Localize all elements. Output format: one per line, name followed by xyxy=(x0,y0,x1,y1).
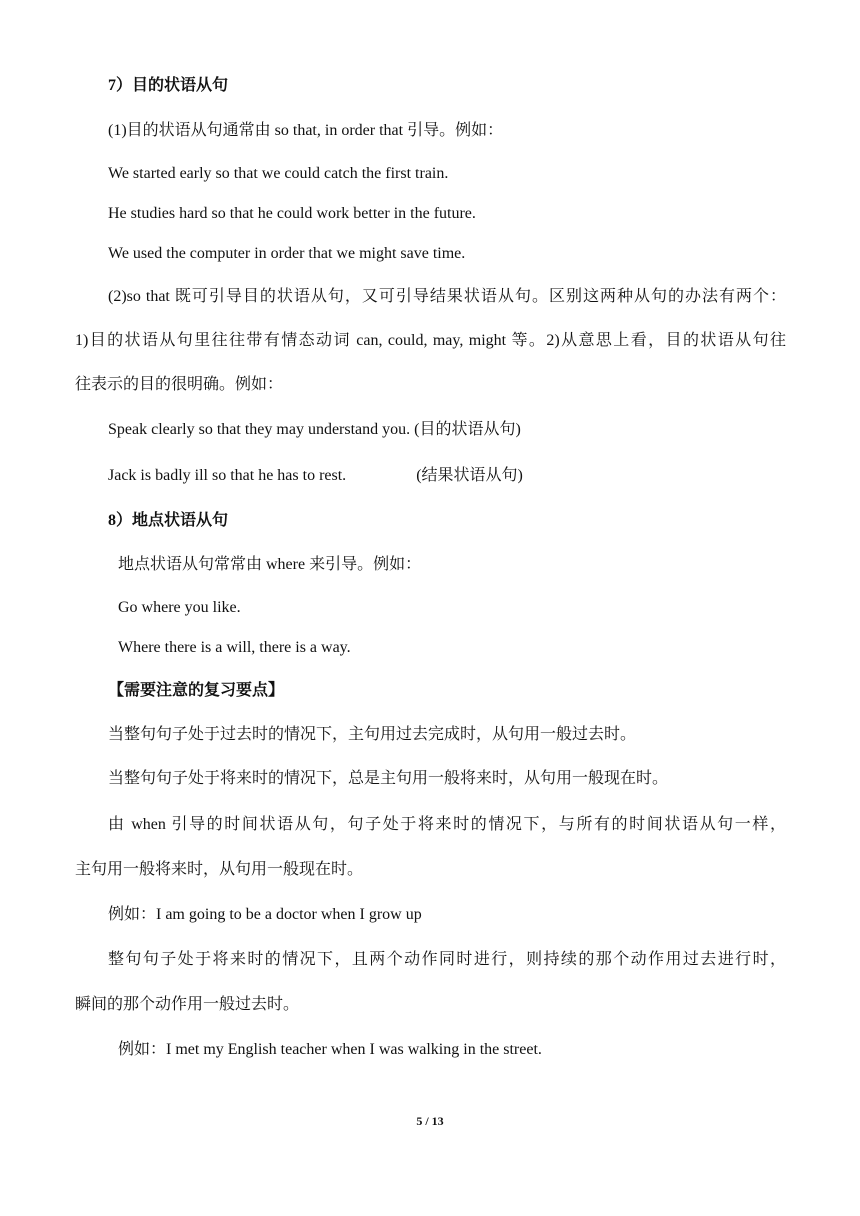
section-8-paragraph: 地点状语从句常常由 where 来引导。例如： xyxy=(118,556,422,573)
example-sentence: We used the computer in order that we might save time. xyxy=(108,245,466,262)
review-point-4-line-1: 整句句子处于将来时的情况下，且两个动作同时进行，则持续的那个动作用过去进行时， xyxy=(108,951,786,968)
example-sentence: Where there is a will, there is a way. xyxy=(118,639,351,656)
review-example: 例如：I am going to be a doctor when I grow up xyxy=(108,906,422,923)
review-point-3-line-1: 由 when 引导的时间状语从句，句子处于将来时的情况下，与所有的时间状语从句一样， xyxy=(108,816,786,833)
review-point-4-line-2: 瞬间的那个动作用一般过去时。 xyxy=(75,996,300,1013)
example-sentence: We started early so that we could catch the first train. xyxy=(108,165,449,182)
section-7-paragraph-2-line-1: (2)so that 既可引导目的状语从句，又可引导结果状语从句。区别这两种从句的办法有两个： xyxy=(108,288,786,305)
example-sentence: Go where you like. xyxy=(118,599,241,616)
review-point: 当整句句子处于将来时的情况下，总是主句用一般将来时，从句用一般现在时。 xyxy=(108,770,669,787)
section-8-heading: 8）地点状语从句 xyxy=(108,512,229,529)
section-7-heading: 7）目的状语从句 xyxy=(108,77,229,94)
example-sentence-text: Jack is badly ill so that he has to rest. xyxy=(108,467,347,484)
review-example: 例如：I met my English teacher when I was walking in the street. xyxy=(118,1041,542,1058)
page-number: 5 / 13 xyxy=(416,1114,444,1128)
example-note: (结果状语从句) xyxy=(416,467,523,484)
review-point-3-line-2: 主句用一般将来时，从句用一般现在时。 xyxy=(75,861,364,878)
example-sentence: Speak clearly so that they may understand you. (目的状语从句) xyxy=(108,421,521,438)
section-7-paragraph-1: (1)目的状语从句通常由 so that, in order that 引导。例如： xyxy=(108,122,504,139)
example-sentence xyxy=(108,466,523,486)
review-heading: 【需要注意的复习要点】 xyxy=(108,682,285,699)
section-7-paragraph-2-line-3: 往表示的目的很明确。例如： xyxy=(75,376,284,393)
review-point: 当整句句子处于过去时的情况下，主句用过去完成时，从句用一般过去时。 xyxy=(108,726,637,743)
example-sentence: He studies hard so that he could work better in the future. xyxy=(108,205,476,222)
section-7-paragraph-2-line-2: 1)目的状语从句里往往带有情态动词 can, could, may, might 等。2)从意思上看，目的状语从句往 xyxy=(75,332,786,349)
